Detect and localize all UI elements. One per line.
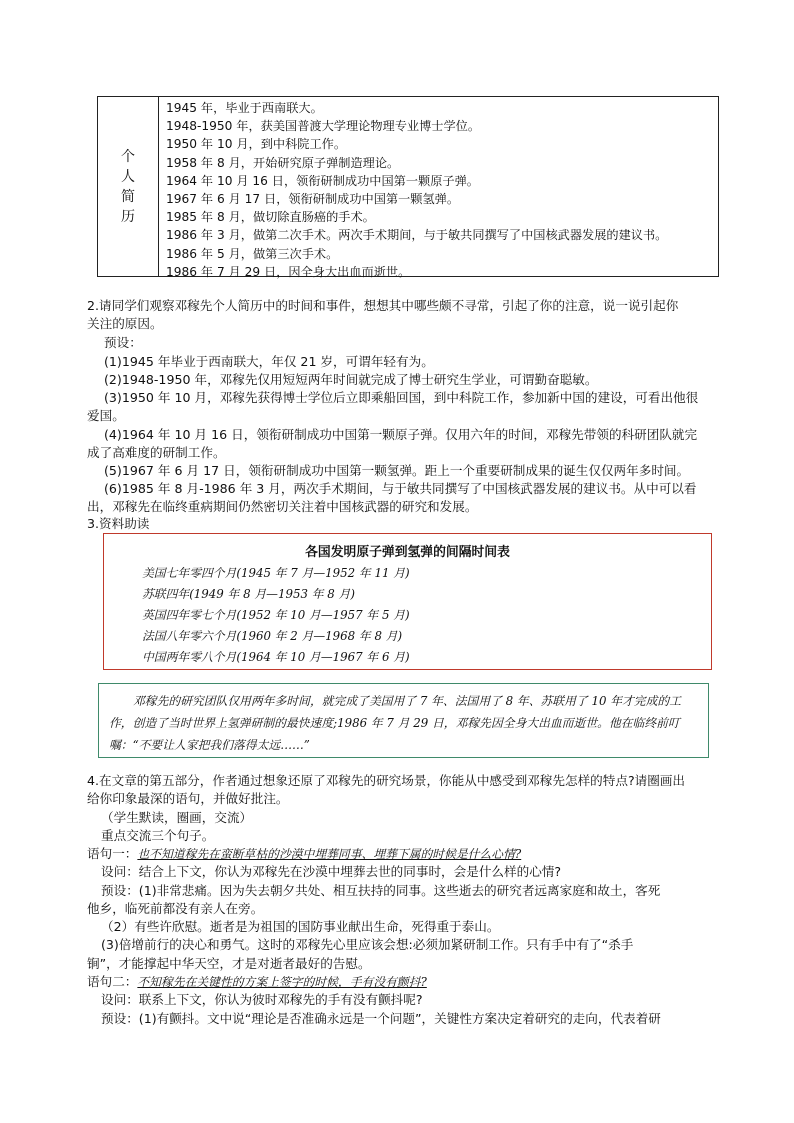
interval-item: 法国八年零六个月(1960 年 2 月—1968 年 8 月) xyxy=(142,629,403,643)
q2-answer: 爱国。 xyxy=(87,408,125,423)
resume-heading-char: 历 xyxy=(121,208,135,225)
q2-answer: (1)1945 年毕业于西南联大，年仅 21 岁，可谓年轻有为。 xyxy=(104,354,434,369)
resume-row: 1948-1950 年，获美国普渡大学理论物理专业博士学位。 xyxy=(166,119,481,134)
interval-table-box xyxy=(103,533,712,670)
resume-heading-char: 人 xyxy=(121,168,135,185)
sentence-one-question: 设问：结合上下文，你认为邓稼先在沙漠中埋葬去世的同事时，会是什么样的心情? xyxy=(101,864,562,879)
sentence-two-label: 语句二： xyxy=(87,974,138,989)
q4-activity: （学生默读，圈画，交流） xyxy=(101,810,253,825)
sentence-one-answer: 预设：(1)非常悲痛。因为失去朝夕共处、相互扶持的同事。这些逝去的研究者远离家庭和故土，客死 xyxy=(101,883,661,898)
resume-row: 1958 年 8 月，开始研究原子弹制造理论。 xyxy=(166,155,400,170)
q2-preset-label: 预设： xyxy=(104,335,142,350)
resume-row: 1986 年 3 月，做第二次手术。两次手术期间，与于敏共同撰写了中国核武器发展的建议书。 xyxy=(166,228,668,243)
sentence-one-answer: 他乡，临死前都没有亲人在旁。 xyxy=(87,901,264,916)
resume-row: 1986 年 5 月，做第三次手术。 xyxy=(166,246,339,261)
resume-row: 1967 年 6 月 17 日，领衔研制成功中国第一颗氢弹。 xyxy=(166,191,460,206)
q2-answer: (4)1964 年 10 月 16 日，领衔研制成功中国第一颗原子弹。仅用六年的时间，邓稼先带领的科研团队就完 xyxy=(104,427,698,442)
interval-item: 英国四年零七个月(1952 年 10 月—1957 年 5 月) xyxy=(142,608,410,622)
sentence-one-text: 也不知道稼先在蛮断草枯的沙漠中埋葬同事、埋葬下属的时候是什么心情? xyxy=(137,847,522,861)
sentence-two xyxy=(87,973,427,991)
interval-table-title: 各国发明原子弹到氢弹的间隔时间表 xyxy=(305,545,510,560)
interval-item: 美国七年零四个月(1945 年 7 月—1952 年 11 月) xyxy=(142,566,410,580)
sentence-one-label: 语句一： xyxy=(87,846,138,861)
q2-answer: (6)1985 年 8 月-1986 年 3 月，两次手术期间，与于敏共同撰写了中国核武器发展的建议书。从中可以看 xyxy=(104,481,697,496)
q2-prompt-line: 2.请同学们观察邓稼先个人简历中的时间和事件，想想其中哪些颇不寻常，引起了你的注意，说一说引起你 xyxy=(87,298,679,313)
resume-row: 1945 年，毕业于西南联大。 xyxy=(166,101,323,115)
sentence-one-answer: 锏”，才能撑起中华天空，才是对逝者最好的告慰。 xyxy=(87,956,371,971)
sentence-one xyxy=(87,845,521,863)
resume-heading xyxy=(98,97,159,276)
resume-heading-char: 简 xyxy=(121,188,135,205)
resume-heading-char: 个 xyxy=(121,148,135,165)
q4-focus: 重点交流三个句子。 xyxy=(101,828,215,843)
resume-row: 1964 年 10 月 16 日，领衔研制成功中国第一颗原子弹。 xyxy=(166,173,479,188)
interval-item: 苏联四年(1949 年 8 月—1953 年 8 月) xyxy=(142,587,355,601)
q2-answer: 成了高难度的研制工作。 xyxy=(87,445,226,460)
note-box xyxy=(98,683,709,758)
sentence-two-answer: 预设：(1)有颤抖。文中说“理论是否准确永远是一个问题”，关键性方案决定着研究的走向，代表着研 xyxy=(101,1011,661,1026)
sentence-two-question: 设问：联系上下文，你认为彼时邓稼先的手有没有颤抖呢? xyxy=(101,992,423,1007)
resume-row: 1986 年 7 月 29 日，因全身大出血而逝世。 xyxy=(166,264,411,279)
note-text: 邓稼先的研究团队仅用两年多时间，就完成了美国用了 7 年、法国用了 8 年、苏联用了 10 年才完成的工作，创造了当时世界上氢弹研制的最快速度;1986 年 7 月 29 日，邓稼先因全身大出血而逝世。他在临终前叮嘱：“不要让人家把我们落得太远……” xyxy=(109,694,681,752)
q2-prompt-line: 关注的原因。 xyxy=(87,316,163,331)
q2-answer: (5)1967 年 6 月 17 日，领衔研制成功中国第一颗氢弹。距上一个重要研制成果的诞生仅仅两年多时间。 xyxy=(104,463,690,478)
q4-prompt-line: 4.在文章的第五部分，作者通过想象还原了邓稼先的研究场景，你能从中感受到邓稼先怎样的特点?请圈画出 xyxy=(87,773,686,788)
resume-row: 1985 年 8 月，做切除直肠癌的手术。 xyxy=(166,210,375,225)
q2-answer: (3)1950 年 10 月，邓稼先获得博士学位后立即乘船回国，到中科院工作，参加新中国的建设，可看出他很 xyxy=(104,390,699,405)
sentence-one-answer: (3)倍增前行的决心和勇气。这时的邓稼先心里应该会想:必须加紧研制工作。只有手中有了“杀手 xyxy=(101,937,634,952)
sentence-two-text: 不知稼先在关键性的方案上签字的时候，手有没有颤抖? xyxy=(137,975,427,989)
resume-rows xyxy=(159,97,718,279)
resume-row: 1950 年 10 月，到中科院工作。 xyxy=(166,137,347,152)
resume-table xyxy=(97,96,719,277)
interval-item: 中国两年零八个月(1964 年 10 月—1967 年 6 月) xyxy=(142,650,410,664)
q2-answer: 出，邓稼先在临终重病期间仍然密切关注着中国核武器的研究和发展。 xyxy=(87,499,478,514)
q2-answer: (2)1948-1950 年，邓稼先仅用短短两年时间就完成了博士研究生学业，可谓勤奋聪敏。 xyxy=(104,372,598,387)
sentence-one-answer: （2）有些许欣慰。逝者是为祖国的国防事业献出生命，死得重于泰山。 xyxy=(101,919,500,934)
q3-heading: 3.资料助读 xyxy=(87,516,150,531)
q4-prompt-line: 给你印象最深的语句，并做好批注。 xyxy=(87,791,289,806)
